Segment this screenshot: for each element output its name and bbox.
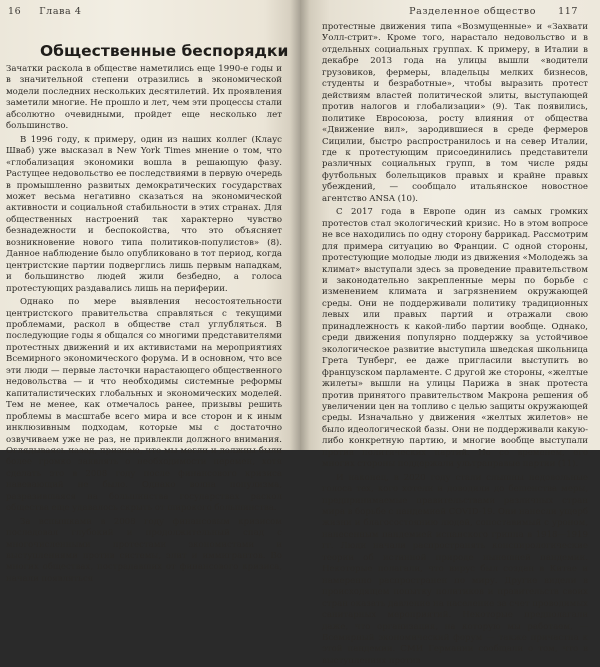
right-chapter-label: Разделенное общество: [409, 6, 537, 17]
left-paragraph-3: Однако по мере выявления несостоятельности центристского правительства справляться с текущими проблемами, раскол в обществе стал углубляться. В последующие годы я общался со многими представителями протестных движений и их активистами на мероприятиях Всемирного экономического форума. И в основном, что все эти люди — первые ласточки нарастающего общественного недовольства — и что необходимы системные реформы капиталистических глобальных и экономических моделей. Тем не менее, как отмечалось ранее, призывы решить проблемы в масштабе всего мира и все сторон и к иным инклюзивным подходам, которые мы с достаточно озвучиваем уже не раз, не привлекли должного внимания. Оглядываясь назад, признаю, что мы могли и должны были более громко заявлять о необходимости перемен, хотя сделать это в 2008 году после финансового кризиса навевающий не было. Однако волна популизма, разразившаяся на большинства государствах раскол общества еще удавалось скрыть от широкого большинства.: [6, 297, 282, 514]
right-page: [300, 0, 600, 666]
left-paragraph-1: Зачатки раскола в обществе наметились еще 1990-е годы и в значительной степени отразились в экономической модели последних нескольких десятилетий. Их проявления заметили многие. Не прошло и лет, чем эти процессы стали абсолютно очевидными, пройдет еще несколько лет большинство.: [6, 64, 282, 132]
right-paragraph-1: протестные движения типа «Возмущенные» и «Захвати Уолл-стрит». Кроме того, нарастало недовольство и в отдельных социальных группах. К примеру, в Италии в декабре 2013 года на улицы вышли «водители грузовиков, фермеры, владельцы мелких бизнесов, студенты и безработные», чтобы выразить протест действиям властей политической элиты, выступающей против налогов и глобализации» (9). Так появились, политике Евросоюза, росту влияния от общества «Движение вил», зародившиеся в среде фермеров Сицилии, быстро распространилось и на север Италии, где к протестующим присоединились представители различных социальных групп, в том числе ряды футбольных болельщиков правых и крайне правых убеждений, — сообщало итальянское новостное агентство ANSA (10).: [322, 22, 588, 204]
left-paragraph-4: За вспышками в 2008 году финансовым кризисом последовал глубокий и продолжительный спад с многочисленными протестами экономистами и выступлениями против системы, элит и иммигрантов. Во многих обществах, пострадавших от финансового кризиса, начали появляться: [6, 516, 282, 584]
left-text-body: [6, 64, 282, 584]
left-paragraph-2: В 1996 году, к примеру, один из наших коллег (Клаус Шваб) уже высказал в New York Times мнение о том, что «глобализация экономики вошла в решающую фазу. Растущее недовольство ее последствиями в первую очередь в промышленно развитых демократических государствах может весьма негативно сказаться на экономической активности и социальной стабильности в этих странах. Для общественных настроений так характерно чувство безнадежности и беспокойства, что это объясняет возникновение нового типа политиков-популистов» (8). Данное наблюдение было опубликовано в тот период, когда центристские партии подверглись лишь первым нападкам, и большинство людей жили безбедно, а голоса протестующих раздавались лишь на периферии.: [6, 134, 282, 294]
section-title: Общественные беспорядки: [40, 42, 289, 60]
right-paragraph-3: И наконец, в 2020 году стали слышны недовольные голоса тех, кого хотели и доводили до бешенства меры, предпринимаемые правительствами различных стран мира в борьбе с пандемией COVID-19. Они нанесли ущерб жизни и благосостоянию людей, сопоставимый с уроном, нанесенным пандемией испанского гриппа в 1918—1919 гг. Люди начали распространять конспирологические теории об истинной природе нынешней пандемии. Некоторые полагали, что вирус был создан в Китае и намеренно распространен по миру. Другие видели в происходящем попытку политиков и правительств своих стран оказать давление на население за счет проводимых санитарных мероприятий. Некоторые предполагали даже, что организация, на которую мы работаем, — Всемирный экономический форум — также причастна к этой пандемии. СМИ Германии сообщали о том, что в выступлениях против: [322, 472, 588, 666]
left-running-head: [8, 6, 82, 17]
right-running-head: [409, 6, 578, 17]
left-page: [0, 0, 300, 584]
right-text-body: [322, 22, 588, 666]
left-chapter-label: Глава 4: [39, 6, 82, 17]
right-page-number: 117: [558, 6, 578, 17]
right-paragraph-2: С 2017 года в Европе один из самых громких протестов стал экологический кризис. Но в этом вопросе не все находились по одну сторону баррикад. Рассмотрим для примера ситуацию во Франции. С одной стороны, протестующие молодые люди из движения «Молодежь за климат» выступали здесь за проведение правительством и законодательно закрепленные меры по борьбе с изменением климата и загрязнением окружающей среды. Они не поддерживали политику традиционных левых или правых партий и отражали свою принадлежность к какой-либо партии вообще. Однако, среди движения популярно поддержку за устойчивое экологическое развитие выступила шведская школьница Грета Тунберг, ее даже пригласили выступить во французском парламенте. С другой же стороны, «желтые жилеты» вышли на улицы Парижа в знак протеста против принятого правительством Макрона решения об увеличении цен на топливо с целью защиты окружающей среды. Изначально у движения «желтых жилетов» не было идеологической базы. Они не поддерживали какую-либо конкретную партию, и многие вообще выступали против политических партий. Но со временем, его многих стороны поддержали ультраправые партии (11).: [322, 207, 588, 470]
left-page-number: 16: [8, 6, 22, 17]
